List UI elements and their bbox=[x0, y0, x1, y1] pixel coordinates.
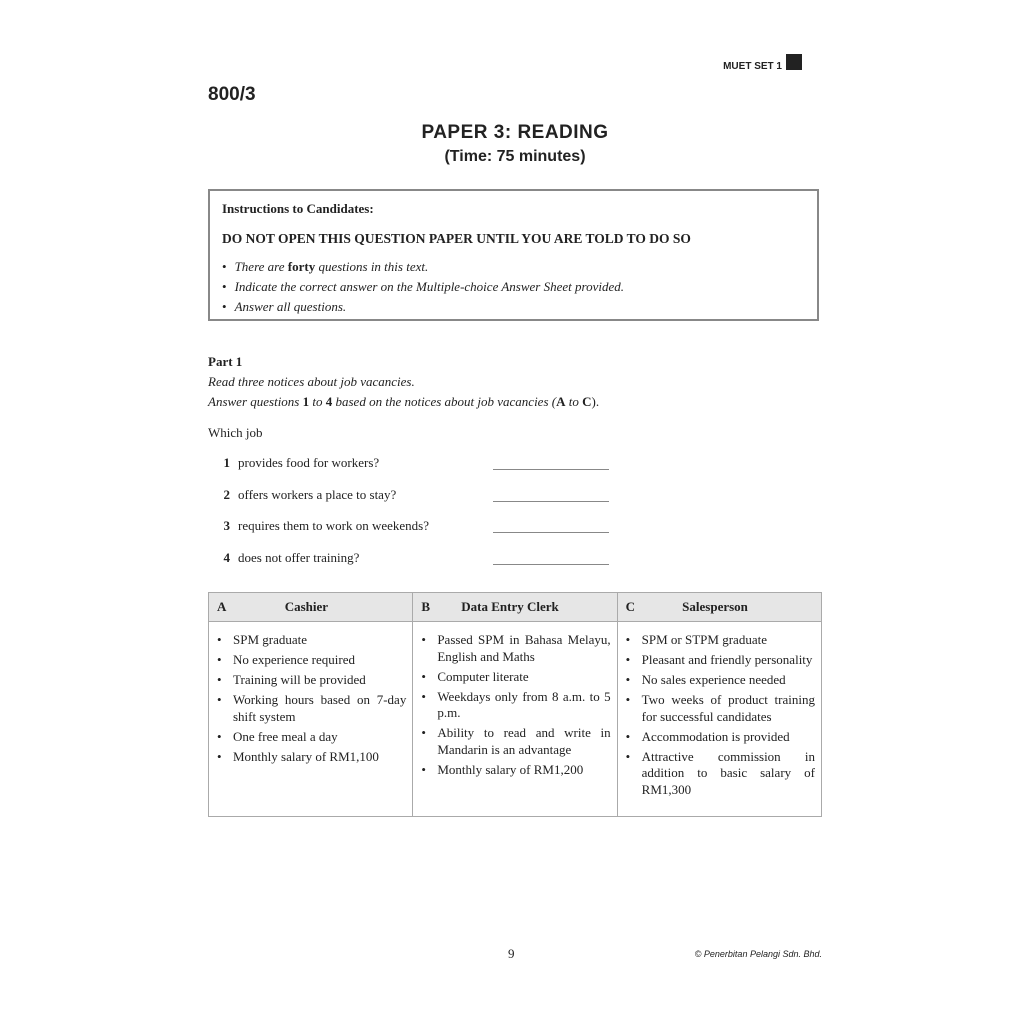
instruction-item: • Indicate the correct answer on the Multiple-choice Answer Sheet provided. bbox=[222, 277, 805, 297]
part1-intro bbox=[208, 352, 599, 443]
job-requirement: • SPM or STPM graduate bbox=[624, 632, 815, 649]
job-requirement: • Monthly salary of RM1,100 bbox=[215, 749, 406, 766]
job-title: Cashier bbox=[284, 599, 329, 614]
job-requirement: • Monthly salary of RM1,200 bbox=[419, 762, 610, 779]
job-details-a bbox=[209, 622, 413, 817]
job-header-b bbox=[413, 593, 617, 622]
job-title: Data Entry Clerk bbox=[461, 599, 559, 614]
job-requirement: • Passed SPM in Bahasa Melayu, English and Maths bbox=[419, 632, 610, 665]
job-requirement: • Two weeks of product training for successful candidates bbox=[624, 692, 815, 725]
answer-line[interactable] bbox=[493, 564, 609, 565]
instruction-item: • There are forty questions in this text. bbox=[222, 257, 805, 277]
part-instruction: Read three notices about job vacancies. bbox=[208, 374, 415, 389]
job-details-c bbox=[617, 622, 821, 817]
instructions-warning: DO NOT OPEN THIS QUESTION PAPER UNTIL YOU ARE TOLD TO DO SO bbox=[222, 231, 691, 246]
job-letter: C bbox=[625, 599, 636, 614]
job-requirement: • Ability to read and write in Mandarin is an advantage bbox=[419, 725, 610, 758]
job-requirement: • Pleasant and friendly personality bbox=[624, 652, 815, 669]
question-2: 2 offers workers a place to stay? bbox=[208, 487, 618, 503]
job-requirement: • One free meal a day bbox=[215, 729, 406, 746]
answer-line[interactable] bbox=[493, 532, 609, 533]
job-requirement: • Accommodation is provided bbox=[624, 729, 815, 746]
time-allowed: (Time: 75 minutes) bbox=[444, 148, 586, 165]
job-requirement: • No sales experience needed bbox=[624, 672, 815, 689]
copyright: © Penerbitan Pelangi Sdn. Bhd. bbox=[694, 949, 822, 959]
answer-line[interactable] bbox=[493, 501, 609, 502]
question-1: 1 provides food for workers? bbox=[208, 455, 618, 471]
job-requirement: • Weekdays only from 8 a.m. to 5 p.m. bbox=[419, 689, 610, 722]
question-stem: Which job bbox=[208, 425, 263, 440]
publisher-logo-icon bbox=[786, 54, 802, 70]
question-4: 4 does not offer training? bbox=[208, 550, 618, 566]
job-letter: B bbox=[421, 599, 430, 614]
page-title: PAPER 3: READING bbox=[421, 122, 609, 143]
instructions-box bbox=[208, 189, 819, 321]
page-number: 9 bbox=[508, 946, 515, 961]
job-header-a bbox=[209, 593, 413, 622]
answer-line[interactable] bbox=[493, 469, 609, 470]
job-requirement: • SPM graduate bbox=[215, 632, 406, 649]
instruction-item: • Answer all questions. bbox=[222, 297, 805, 317]
instructions-heading: Instructions to Candidates: bbox=[222, 201, 374, 216]
job-requirement: • Working hours based on 7-day shift system bbox=[215, 692, 406, 725]
part-instruction: Answer questions 1 to 4 based on the notices about job vacancies (A to C). bbox=[208, 394, 600, 409]
part-title: Part 1 bbox=[208, 354, 243, 369]
paper-code: 800/3 bbox=[208, 84, 256, 105]
question-3: 3 requires them to work on weekends? bbox=[208, 518, 618, 534]
set-label-text: MUET SET 1 bbox=[723, 60, 782, 72]
job-requirement: • Attractive commission in addition to basic salary of RM1,300 bbox=[624, 749, 815, 799]
job-requirement: • Training will be provided bbox=[215, 672, 406, 689]
job-letter: A bbox=[217, 599, 227, 614]
job-header-c bbox=[617, 593, 821, 622]
job-title: Salesperson bbox=[682, 599, 748, 614]
job-requirement: • No experience required bbox=[215, 652, 406, 669]
job-notices-table bbox=[208, 592, 822, 817]
job-details-b bbox=[413, 622, 617, 817]
job-requirement: • Computer literate bbox=[419, 669, 610, 686]
set-label bbox=[723, 58, 802, 74]
